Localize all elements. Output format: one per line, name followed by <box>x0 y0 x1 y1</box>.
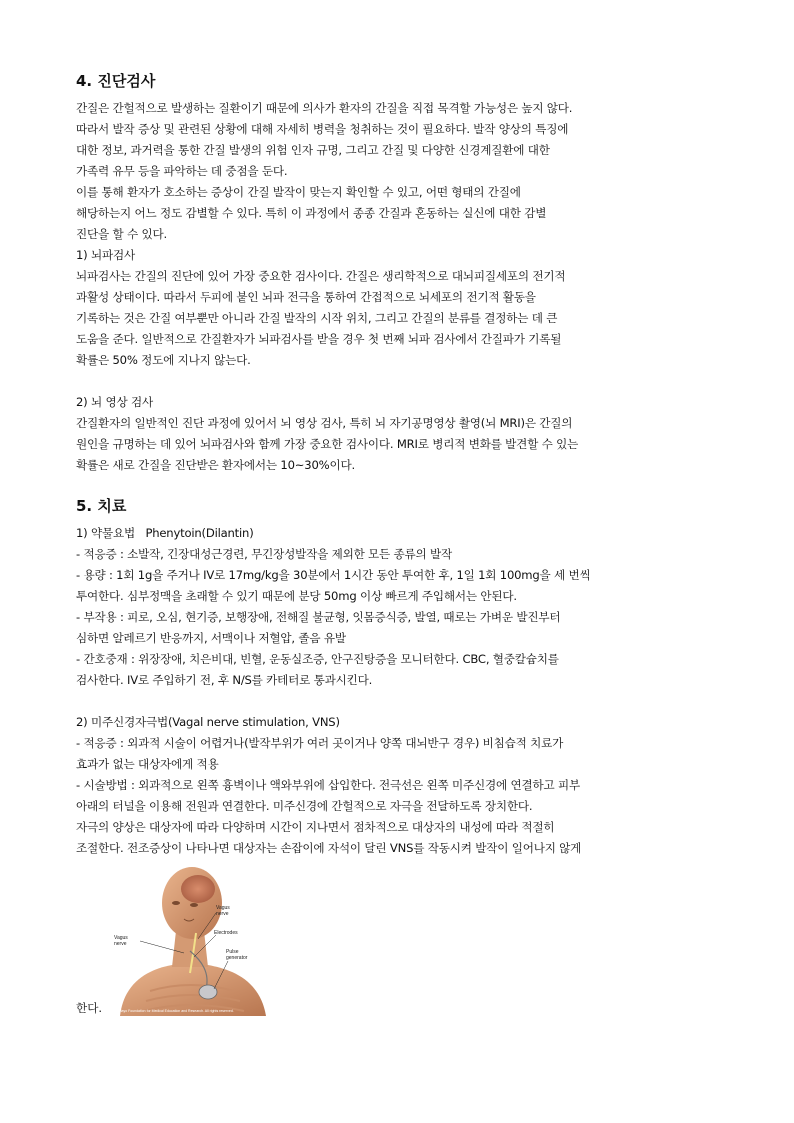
imaging-subheading: 2) 뇌 영상 검사 <box>76 395 153 409</box>
paragraph-line: 따라서 발작 증상 및 관련된 상황에 대해 자세히 병력을 청취하는 것이 필요하다. 발작 양상의 특징에 <box>76 122 569 136</box>
vns-anatomy-figure <box>110 861 270 1016</box>
section-5-heading: 5. 치료 <box>76 497 127 515</box>
section-4-heading: 4. 진단검사 <box>76 72 156 90</box>
document-page <box>76 70 716 1021</box>
paragraph-line: 도움을 준다. 일반적으로 간질환자가 뇌파검사를 받을 경우 첫 번째 뇌파 검사에서 간질파가 기록될 <box>76 332 562 346</box>
paragraph-line: 아래의 터널을 이용해 전원과 연결한다. 미주신경에 간헐적으로 자극을 전달하도록 장치한다. <box>76 799 533 813</box>
label-pulse-generator: Pulse generator <box>226 949 248 961</box>
paragraph-line: 뇌파검사는 간질의 진단에 있어 가장 중요한 검사이다. 간질은 생리학적으로 대뇌피질세포의 전기적 <box>76 269 566 283</box>
paragraph-line: 기록하는 것은 간질 여부뿐만 아니라 간질 발작의 시작 위치, 그리고 간질의 분류를 결정하는 데 큰 <box>76 311 558 325</box>
figure-copyright: ©Mayo Foundation for Medical Education and Research. All rights reserved. <box>116 1009 234 1013</box>
paragraph-line: 효과가 없는 대상자에게 적용 <box>76 757 219 771</box>
paragraph-line: 자극의 양상은 대상자에 따라 다양하며 시간이 지나면서 점차적으로 대상자의 내성에 따라 적절히 <box>76 820 555 834</box>
paragraph-line: - 부작용 : 피로, 오심, 현기증, 보행장애, 전해질 불균형, 잇몸증식증, 발열, 때로는 가벼운 발진부터 <box>76 610 561 624</box>
paragraph-line-end: 한다. <box>76 1001 103 1015</box>
paragraph-line: - 적응증 : 외과적 시술이 어렵거나(발작부위가 여러 곳이거나 양쪽 대뇌반구 경우) 비침습적 치료가 <box>76 736 564 750</box>
paragraph-line: 간질환자의 일반적인 진단 과정에 있어서 뇌 영상 검사, 특히 뇌 자기공명영상 촬영(뇌 MRI)은 간질의 <box>76 416 573 430</box>
paragraph-line: 대한 정보, 과거력을 통한 간질 발생의 위험 인자 규명, 그리고 간질 및 다양한 신경계질환에 대한 <box>76 143 550 157</box>
paragraph-line: 검사한다. IV로 주입하기 전, 후 N/S를 카테터로 통과시킨다. <box>76 673 373 687</box>
paragraph-line: 조절한다. 전조증상이 나타나면 대상자는 손잡이에 자석이 달린 VNS를 작동시켜 발작이 일어나지 않게 <box>76 841 582 855</box>
paragraph-line: 가족력 유무 등을 파악하는 데 중점을 둔다. <box>76 164 288 178</box>
paragraph-line: 진단을 할 수 있다. <box>76 227 167 241</box>
paragraph-line: 과활성 상태이다. 따라서 두피에 붙인 뇌파 전극을 통하여 간접적으로 뇌세포의 전기적 활동을 <box>76 290 536 304</box>
eeg-subheading: 1) 뇌파검사 <box>76 248 135 262</box>
paragraph-line: - 시술방법 : 외과적으로 왼쪽 흉벽이나 액와부위에 삽입한다. 전극선은 왼쪽 미주신경에 연결하고 피부 <box>76 778 580 792</box>
paragraph-line: 심하면 알레르기 반응까지, 서맥이나 저혈압, 졸음 유발 <box>76 631 346 645</box>
paragraph-line: 확률은 새로 간질을 진단받은 환자에서는 10~30%이다. <box>76 458 355 472</box>
paragraph-line: 확률은 50% 정도에 지나지 않는다. <box>76 353 251 367</box>
vns-illustration <box>110 861 270 1016</box>
paragraph-line: - 간호중재 : 위장장애, 치은비대, 빈혈, 운동실조증, 안구진탕증을 모니터한다. CBC, 혈중칼슘치를 <box>76 652 559 666</box>
drug-subheading: 1) 약물요법 Phenytoin(Dilantin) <box>76 526 254 540</box>
spacer <box>76 371 716 392</box>
label-electrodes: Electrodes <box>214 930 238 936</box>
vns-subheading: 2) 미주신경자극법(Vagal nerve stimulation, VNS) <box>76 715 340 729</box>
paragraph-line: 투여한다. 심부정맥을 초래할 수 있기 때문에 분당 50mg 이상 빠르게 주입해서는 안된다. <box>76 589 517 603</box>
spacer <box>76 476 716 495</box>
paragraph-line: 간질은 간헐적으로 발생하는 질환이기 때문에 의사가 환자의 간질을 직접 목격할 가능성은 높지 않다. <box>76 101 573 115</box>
figure-row <box>76 861 716 1021</box>
spacer <box>76 691 716 712</box>
paragraph-line: 원인을 규명하는 데 있어 뇌파검사와 함께 가장 중요한 검사이다. MRI로 병리적 변화를 발견할 수 있는 <box>76 437 579 451</box>
label-vagus-nerve-left: Vagus nerve <box>114 935 128 947</box>
paragraph-line: - 적응증 : 소발작, 긴장대성근경련, 무긴장성발작을 제외한 모든 종류의 발작 <box>76 547 453 561</box>
paragraph-line: 해당하는지 어느 정도 감별할 수 있다. 특히 이 과정에서 종종 간질과 혼동하는 실신에 대한 감별 <box>76 206 547 220</box>
paragraph-line: 이를 통해 환자가 호소하는 증상이 간질 발작이 맞는지 확인할 수 있고, 어떤 형태의 간질에 <box>76 185 521 199</box>
paragraph-line: - 용량 : 1회 1g을 주거나 IV로 17mg/kg을 30분에서 1시간 동안 투여한 후, 1일 1회 100mg을 세 번씩 <box>76 568 591 582</box>
label-vagus-nerve-top: Vagus nerve <box>216 905 230 917</box>
